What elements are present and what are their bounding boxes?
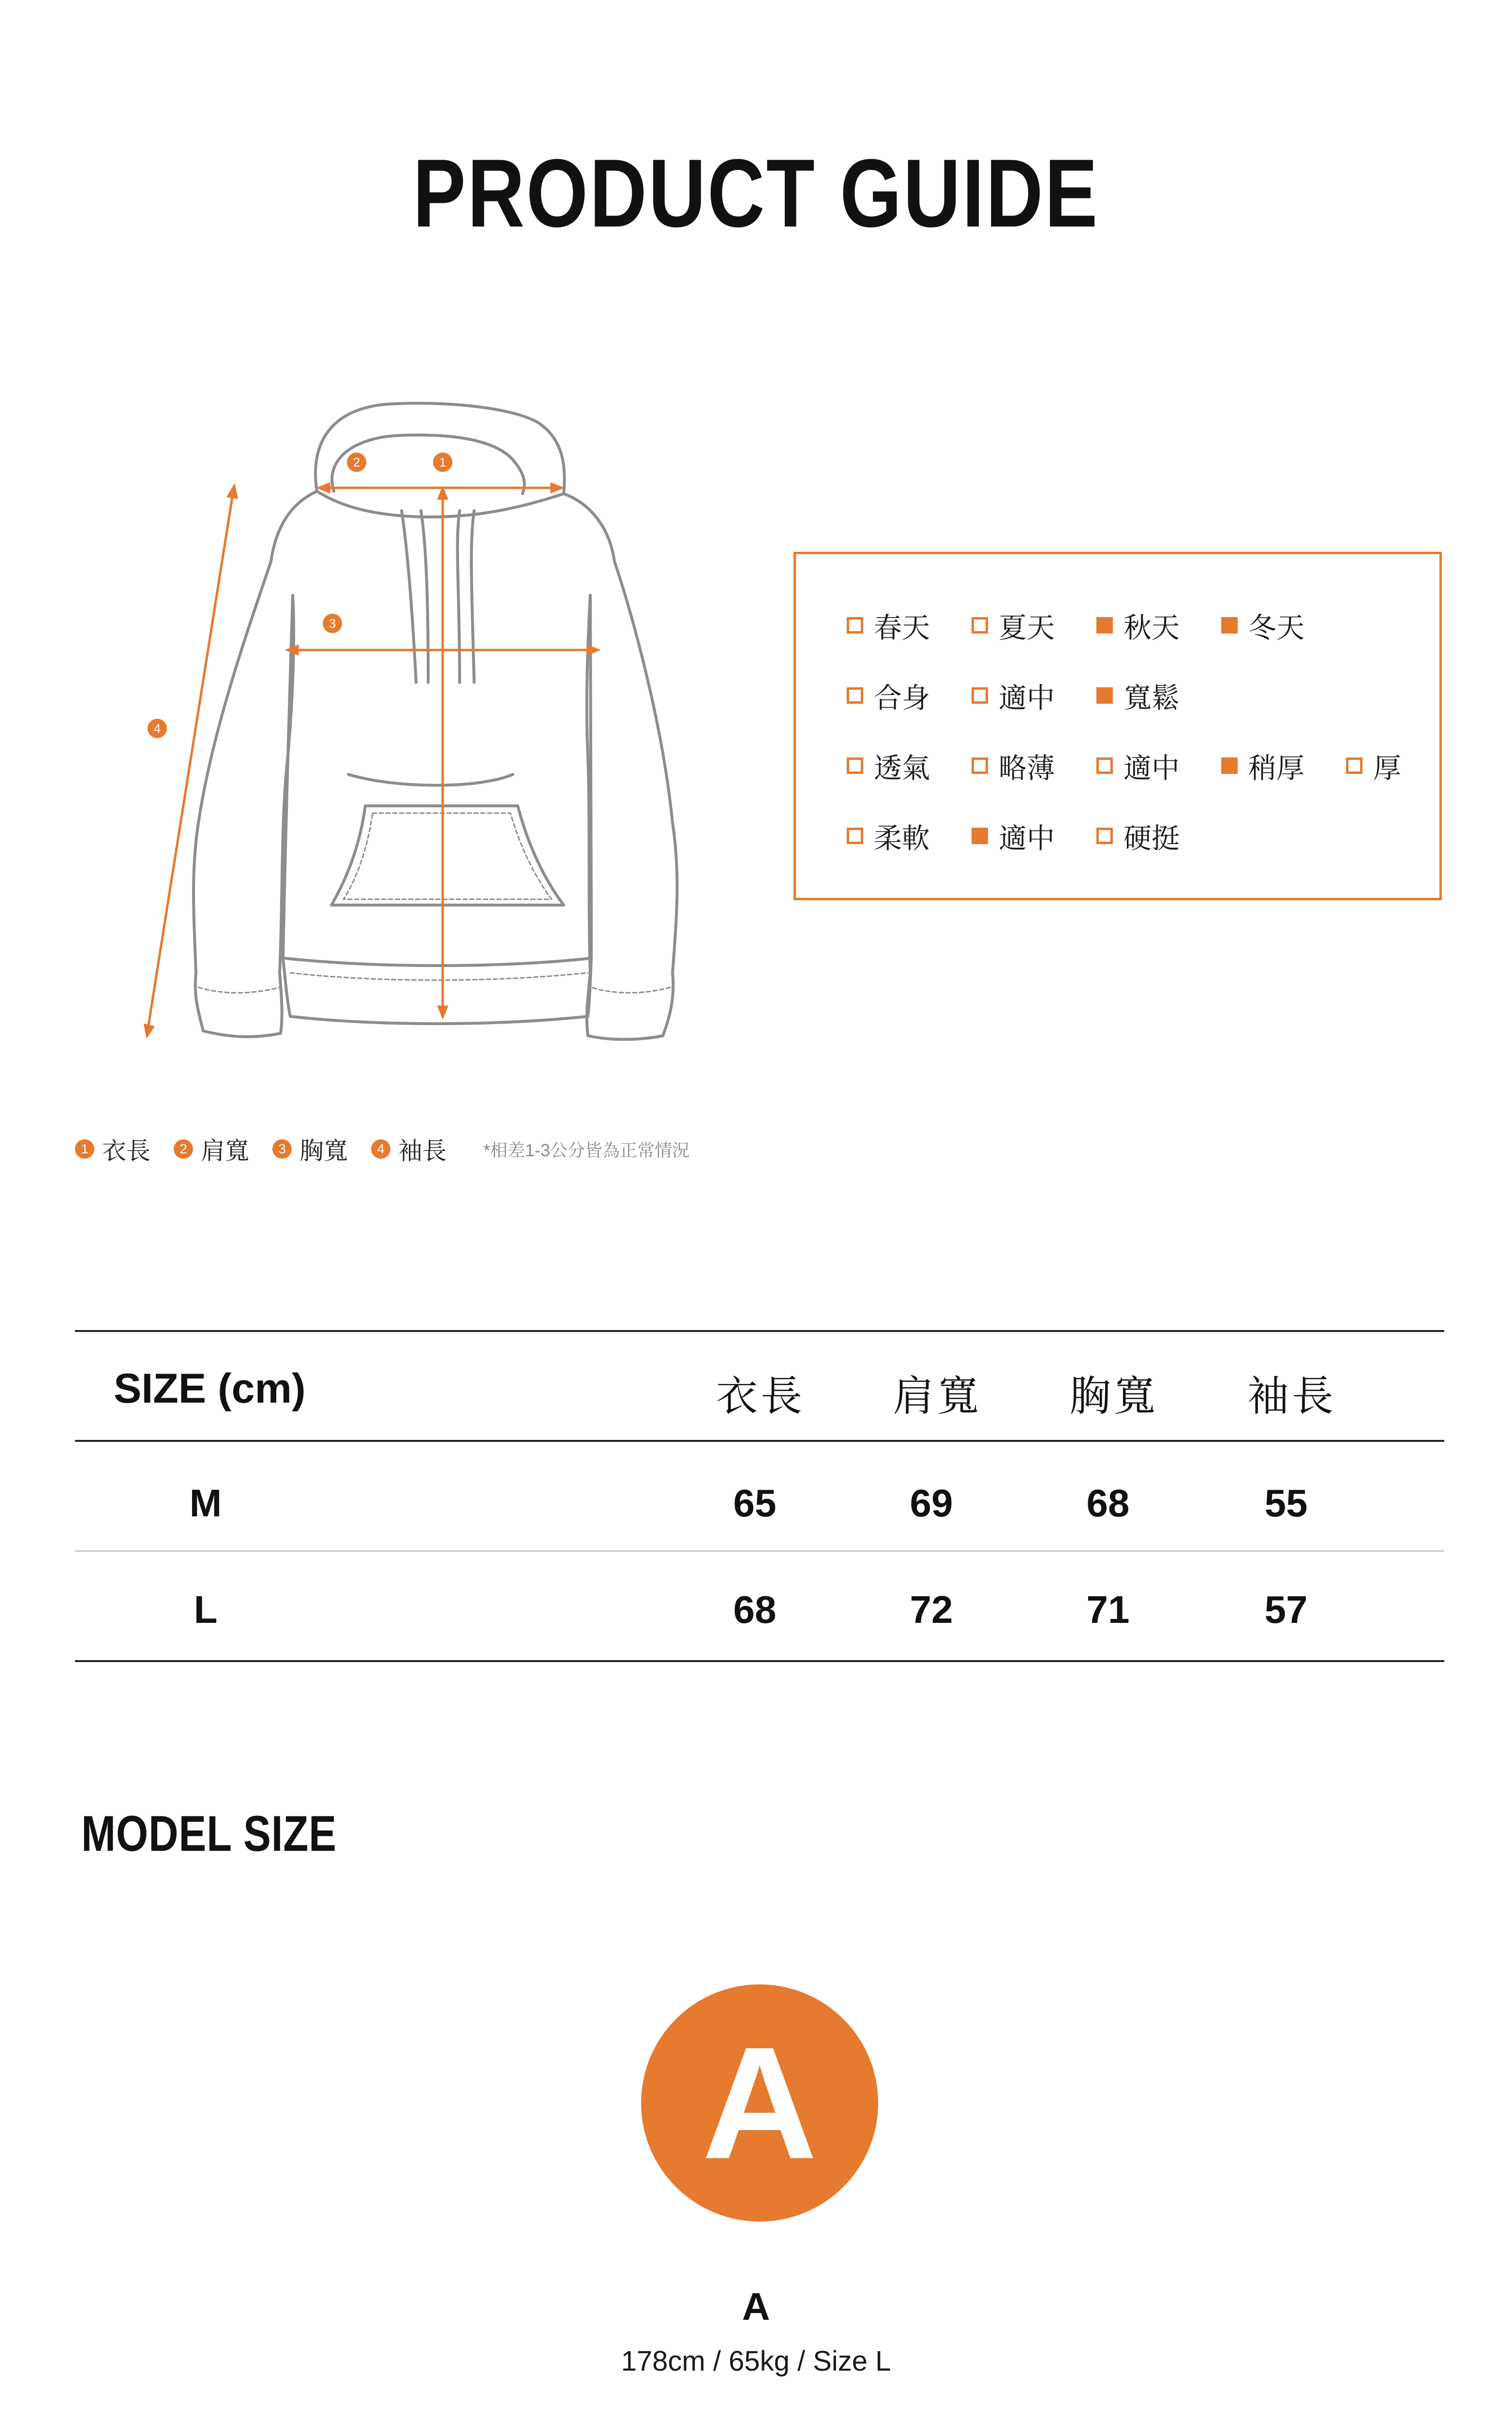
number-marker-icon: 1 (75, 1139, 94, 1159)
attr-label: 秋天 (1123, 612, 1180, 644)
attributes-panel (793, 552, 1442, 900)
model-info: 178cm / 65kg / Size L (621, 2345, 891, 2377)
legend-label: 袖長 (398, 1137, 447, 1165)
attr-option (1096, 605, 1221, 646)
checkbox-empty-icon (1096, 828, 1113, 844)
model-size-title: MODEL SIZE (81, 1806, 337, 1862)
model-badge: A (641, 1984, 878, 2222)
checkbox-filled-icon (1096, 687, 1113, 704)
attr-option (972, 816, 1096, 856)
marker-3-label: 3 (329, 616, 336, 631)
table-row-rule (75, 1550, 1444, 1552)
attr-label: 適中 (999, 682, 1055, 714)
col-shoulder: 肩寬 (893, 1373, 982, 1420)
legend-label: 衣長 (102, 1137, 150, 1165)
checkbox-filled-icon (1096, 617, 1113, 634)
attr-label: 適中 (1123, 753, 1180, 784)
checkbox-empty-icon (847, 757, 863, 774)
marker-2-label: 2 (353, 455, 360, 469)
checkbox-filled-icon (1221, 757, 1238, 774)
measurement-legend (75, 1132, 689, 1166)
checkbox-empty-icon (972, 757, 988, 774)
checkbox-empty-icon (1096, 757, 1113, 774)
attr-label: 厚 (1373, 753, 1402, 784)
attr-label: 夏天 (999, 612, 1055, 644)
legend-note: *相差1-3公分皆為正常情況 (483, 1140, 690, 1160)
legend-label: 肩寬 (201, 1137, 249, 1165)
attr-label: 柔軟 (874, 823, 930, 854)
fit-row (847, 675, 1221, 716)
table-cell: 55 (1264, 1482, 1308, 1525)
attr-label: 稍厚 (1248, 753, 1305, 784)
col-chest: 胸寬 (1069, 1373, 1158, 1420)
checkbox-filled-icon (972, 828, 988, 844)
attr-option (1221, 745, 1346, 786)
legend-item (75, 1132, 150, 1166)
checkbox-empty-icon (847, 828, 863, 844)
table-cell: 57 (1264, 1588, 1308, 1631)
table-cell: 72 (910, 1588, 953, 1631)
texture-row (847, 816, 1221, 856)
table-cell: 71 (1086, 1588, 1130, 1631)
attr-label: 透氣 (874, 753, 930, 784)
checkbox-empty-icon (972, 687, 988, 704)
attr-label: 略薄 (999, 753, 1055, 784)
attr-option (1346, 745, 1414, 786)
legend-item (174, 1132, 249, 1166)
attr-label: 春天 (874, 612, 930, 644)
number-marker-icon: 4 (371, 1139, 390, 1159)
row-size: M (189, 1482, 222, 1525)
attr-option (847, 675, 972, 716)
col-length: 衣長 (716, 1373, 805, 1420)
row-size: L (194, 1588, 218, 1631)
page-title: PRODUCT GUIDE (413, 139, 1099, 247)
attr-label: 合身 (874, 682, 930, 714)
table-cell: 69 (910, 1482, 953, 1525)
attr-option (847, 605, 972, 646)
marker-4-label: 4 (153, 721, 161, 736)
attr-option (972, 605, 1096, 646)
col-sleeve: 袖長 (1247, 1373, 1336, 1420)
size-header: SIZE (cm) (114, 1365, 306, 1412)
number-marker-icon: 3 (272, 1139, 292, 1159)
marker-1-label: 1 (439, 455, 447, 469)
attr-option (1096, 675, 1221, 716)
attr-option (847, 816, 972, 856)
attr-label: 寬鬆 (1123, 682, 1180, 714)
thickness-row (847, 745, 1414, 786)
table-top-rule (75, 1330, 1444, 1332)
checkbox-empty-icon (972, 617, 988, 634)
attr-option (1096, 816, 1221, 856)
legend-label: 胸寬 (299, 1137, 348, 1165)
checkbox-empty-icon (847, 687, 863, 704)
table-header-rule (75, 1440, 1444, 1442)
hoodie-diagram (126, 387, 706, 1065)
attr-option (1096, 745, 1221, 786)
attr-label: 適中 (999, 823, 1055, 854)
attr-option (972, 675, 1096, 716)
legend-item (371, 1132, 447, 1166)
season-row (847, 605, 1346, 646)
attr-option (972, 745, 1096, 786)
checkbox-empty-icon (847, 617, 863, 634)
checkbox-empty-icon (1346, 757, 1362, 774)
table-cell: 68 (1086, 1482, 1130, 1525)
attr-option (1221, 605, 1346, 646)
model-name: A (742, 2285, 770, 2328)
table-cell: 65 (733, 1482, 777, 1525)
attr-option (847, 745, 972, 786)
number-marker-icon: 2 (174, 1139, 193, 1159)
attr-label: 硬挺 (1123, 823, 1180, 854)
attr-label: 冬天 (1248, 612, 1305, 644)
legend-item (272, 1132, 348, 1166)
table-bottom-rule (75, 1660, 1444, 1662)
checkbox-filled-icon (1221, 617, 1238, 634)
table-cell: 68 (733, 1588, 777, 1631)
